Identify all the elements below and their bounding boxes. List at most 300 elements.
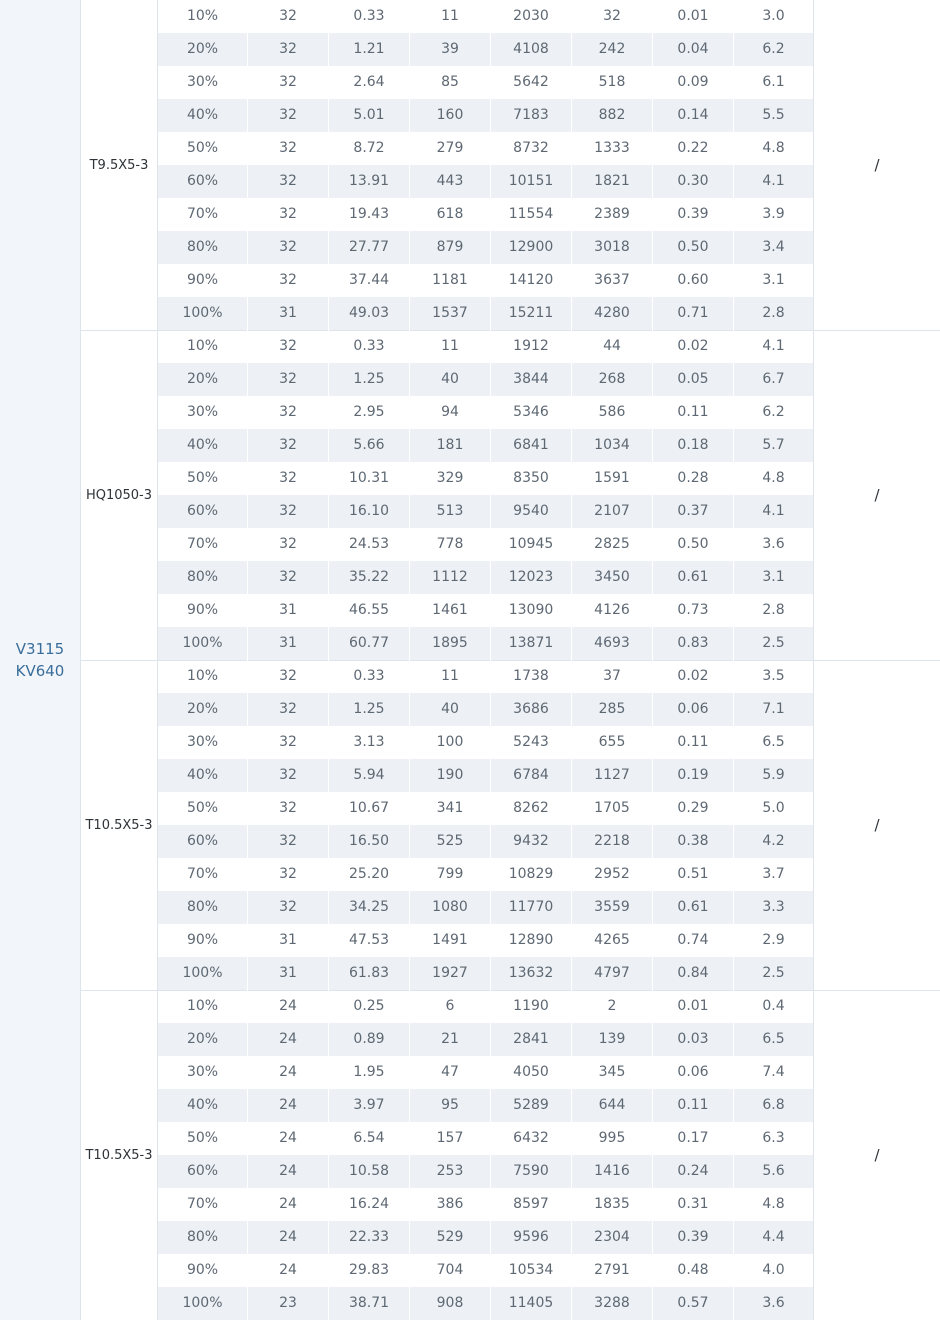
- note-cell: /: [874, 486, 880, 504]
- cell-rpm: 8597: [491, 1188, 572, 1221]
- cell-torque: 0.24: [653, 1155, 734, 1188]
- cell-efficiency: 5.5: [734, 99, 814, 132]
- cell-torque: 0.38: [653, 825, 734, 858]
- cell-rpm: 5243: [491, 726, 572, 759]
- cell-throttle: 100%: [158, 627, 248, 660]
- table-row: [158, 330, 814, 363]
- cell-thrust: 285: [572, 693, 653, 726]
- cell-torque: 0.06: [653, 693, 734, 726]
- motor-cell: [0, 0, 81, 1320]
- cell-power: 525: [410, 825, 491, 858]
- cell-efficiency: 2.5: [734, 627, 814, 660]
- cell-rpm: 13632: [491, 957, 572, 990]
- cell-throttle: 60%: [158, 825, 248, 858]
- prop-model: T9.5X5-3: [81, 0, 158, 330]
- cell-thrust: 655: [572, 726, 653, 759]
- cell-efficiency: 4.4: [734, 1221, 814, 1254]
- cell-throttle: 40%: [158, 1089, 248, 1122]
- cell-power: 799: [410, 858, 491, 891]
- cell-voltage: 32: [248, 264, 329, 297]
- cell-current: 3.13: [329, 726, 410, 759]
- cell-power: 40: [410, 363, 491, 396]
- cell-thrust: 1705: [572, 792, 653, 825]
- prop-model: T10.5X5-3: [81, 660, 158, 990]
- cell-rpm: 6432: [491, 1122, 572, 1155]
- cell-current: 10.31: [329, 462, 410, 495]
- cell-throttle: 100%: [158, 297, 248, 330]
- cell-throttle: 100%: [158, 1287, 248, 1320]
- cell-torque: 0.09: [653, 66, 734, 99]
- cell-voltage: 32: [248, 33, 329, 66]
- prop-group: [81, 330, 940, 660]
- cell-throttle: 90%: [158, 594, 248, 627]
- cell-torque: 0.74: [653, 924, 734, 957]
- cell-current: 0.33: [329, 330, 410, 363]
- cell-voltage: 32: [248, 330, 329, 363]
- cell-thrust: 1333: [572, 132, 653, 165]
- cell-thrust: 1034: [572, 429, 653, 462]
- cell-efficiency: 6.3: [734, 1122, 814, 1155]
- cell-rpm: 5642: [491, 66, 572, 99]
- cell-voltage: 31: [248, 924, 329, 957]
- cell-throttle: 70%: [158, 858, 248, 891]
- table-row: [158, 891, 814, 924]
- cell-power: 11: [410, 330, 491, 363]
- table-row: [158, 396, 814, 429]
- cell-voltage: 32: [248, 561, 329, 594]
- cell-efficiency: 6.7: [734, 363, 814, 396]
- cell-thrust: 3288: [572, 1287, 653, 1320]
- cell-thrust: 2: [572, 990, 653, 1023]
- cell-current: 46.55: [329, 594, 410, 627]
- cell-current: 10.58: [329, 1155, 410, 1188]
- cell-efficiency: 2.9: [734, 924, 814, 957]
- cell-throttle: 10%: [158, 990, 248, 1023]
- cell-efficiency: 3.7: [734, 858, 814, 891]
- cell-thrust: 3559: [572, 891, 653, 924]
- cell-thrust: 2218: [572, 825, 653, 858]
- cell-current: 19.43: [329, 198, 410, 231]
- cell-power: 879: [410, 231, 491, 264]
- table-row: [158, 0, 814, 33]
- cell-torque: 0.51: [653, 858, 734, 891]
- table-row: [158, 1056, 814, 1089]
- table-row: [158, 660, 814, 693]
- cell-current: 24.53: [329, 528, 410, 561]
- cell-thrust: 2304: [572, 1221, 653, 1254]
- cell-power: 11: [410, 660, 491, 693]
- cell-rpm: 6841: [491, 429, 572, 462]
- data-rows: [158, 990, 814, 1320]
- cell-current: 60.77: [329, 627, 410, 660]
- cell-throttle: 20%: [158, 33, 248, 66]
- cell-torque: 0.61: [653, 891, 734, 924]
- cell-torque: 0.39: [653, 198, 734, 231]
- cell-voltage: 32: [248, 726, 329, 759]
- cell-torque: 0.39: [653, 1221, 734, 1254]
- prop-group: [81, 0, 940, 330]
- table-row: [158, 462, 814, 495]
- cell-voltage: 32: [248, 858, 329, 891]
- cell-thrust: 882: [572, 99, 653, 132]
- note-cell: /: [874, 816, 880, 834]
- cell-power: 1895: [410, 627, 491, 660]
- cell-efficiency: 4.8: [734, 132, 814, 165]
- cell-rpm: 2030: [491, 0, 572, 33]
- cell-efficiency: 4.0: [734, 1254, 814, 1287]
- cell-voltage: 24: [248, 990, 329, 1023]
- cell-torque: 0.83: [653, 627, 734, 660]
- cell-efficiency: 3.4: [734, 231, 814, 264]
- cell-efficiency: 4.1: [734, 495, 814, 528]
- table-row: [158, 1089, 814, 1122]
- cell-thrust: 2791: [572, 1254, 653, 1287]
- cell-rpm: 5346: [491, 396, 572, 429]
- cell-efficiency: 7.1: [734, 693, 814, 726]
- prop-model: T10.5X5-3: [81, 990, 158, 1320]
- cell-throttle: 50%: [158, 792, 248, 825]
- cell-voltage: 32: [248, 495, 329, 528]
- cell-torque: 0.50: [653, 231, 734, 264]
- cell-rpm: 10829: [491, 858, 572, 891]
- cell-rpm: 4108: [491, 33, 572, 66]
- cell-voltage: 24: [248, 1254, 329, 1287]
- cell-power: 21: [410, 1023, 491, 1056]
- cell-current: 6.54: [329, 1122, 410, 1155]
- table-row: [158, 165, 814, 198]
- cell-rpm: 8350: [491, 462, 572, 495]
- cell-voltage: 31: [248, 957, 329, 990]
- prop-group: [81, 990, 940, 1320]
- cell-thrust: 4126: [572, 594, 653, 627]
- cell-voltage: 32: [248, 363, 329, 396]
- cell-throttle: 80%: [158, 561, 248, 594]
- cell-torque: 0.30: [653, 165, 734, 198]
- cell-efficiency: 6.5: [734, 726, 814, 759]
- cell-thrust: 2107: [572, 495, 653, 528]
- cell-voltage: 24: [248, 1188, 329, 1221]
- table-row: [158, 231, 814, 264]
- cell-current: 47.53: [329, 924, 410, 957]
- cell-rpm: 11554: [491, 198, 572, 231]
- cell-power: 1537: [410, 297, 491, 330]
- cell-torque: 0.04: [653, 33, 734, 66]
- cell-torque: 0.05: [653, 363, 734, 396]
- cell-efficiency: 4.8: [734, 1188, 814, 1221]
- cell-efficiency: 6.5: [734, 1023, 814, 1056]
- cell-current: 5.01: [329, 99, 410, 132]
- table-row: [158, 792, 814, 825]
- table-row: [158, 297, 814, 330]
- cell-torque: 0.48: [653, 1254, 734, 1287]
- cell-power: 181: [410, 429, 491, 462]
- cell-efficiency: 3.1: [734, 561, 814, 594]
- cell-power: 85: [410, 66, 491, 99]
- cell-throttle: 10%: [158, 330, 248, 363]
- cell-thrust: 4280: [572, 297, 653, 330]
- motor-kv: KV640: [15, 662, 65, 680]
- cell-voltage: 24: [248, 1122, 329, 1155]
- cell-voltage: 24: [248, 1089, 329, 1122]
- cell-rpm: 9596: [491, 1221, 572, 1254]
- table-row: [158, 1122, 814, 1155]
- cell-power: 190: [410, 759, 491, 792]
- cell-thrust: 1591: [572, 462, 653, 495]
- cell-rpm: 9432: [491, 825, 572, 858]
- cell-throttle: 20%: [158, 1023, 248, 1056]
- cell-efficiency: 6.1: [734, 66, 814, 99]
- prop-group: [81, 660, 940, 990]
- cell-current: 0.33: [329, 0, 410, 33]
- cell-throttle: 70%: [158, 198, 248, 231]
- table-row: [158, 66, 814, 99]
- cell-current: 22.33: [329, 1221, 410, 1254]
- cell-thrust: 1416: [572, 1155, 653, 1188]
- cell-rpm: 8262: [491, 792, 572, 825]
- cell-voltage: 32: [248, 198, 329, 231]
- cell-voltage: 32: [248, 429, 329, 462]
- cell-rpm: 1190: [491, 990, 572, 1023]
- cell-throttle: 30%: [158, 726, 248, 759]
- cell-efficiency: 3.6: [734, 1287, 814, 1320]
- cell-power: 329: [410, 462, 491, 495]
- cell-throttle: 10%: [158, 660, 248, 693]
- cell-power: 279: [410, 132, 491, 165]
- motor-name: [0, 638, 80, 682]
- data-rows: [158, 330, 814, 660]
- cell-throttle: 50%: [158, 132, 248, 165]
- cell-torque: 0.28: [653, 462, 734, 495]
- cell-efficiency: 3.1: [734, 264, 814, 297]
- cell-power: 100: [410, 726, 491, 759]
- cell-rpm: 11405: [491, 1287, 572, 1320]
- cell-thrust: 1127: [572, 759, 653, 792]
- table-row: [158, 1188, 814, 1221]
- cell-throttle: 90%: [158, 264, 248, 297]
- cell-thrust: 2389: [572, 198, 653, 231]
- cell-torque: 0.22: [653, 132, 734, 165]
- cell-voltage: 32: [248, 792, 329, 825]
- cell-throttle: 40%: [158, 99, 248, 132]
- cell-current: 2.95: [329, 396, 410, 429]
- cell-power: 1491: [410, 924, 491, 957]
- cell-rpm: 10534: [491, 1254, 572, 1287]
- cell-efficiency: 3.6: [734, 528, 814, 561]
- cell-torque: 0.06: [653, 1056, 734, 1089]
- cell-voltage: 32: [248, 165, 329, 198]
- cell-power: 341: [410, 792, 491, 825]
- cell-torque: 0.37: [653, 495, 734, 528]
- cell-thrust: 37: [572, 660, 653, 693]
- cell-torque: 0.02: [653, 330, 734, 363]
- cell-current: 38.71: [329, 1287, 410, 1320]
- cell-rpm: 6784: [491, 759, 572, 792]
- cell-power: 443: [410, 165, 491, 198]
- table-row: [158, 759, 814, 792]
- table-row: [158, 561, 814, 594]
- cell-thrust: 586: [572, 396, 653, 429]
- cell-rpm: 9540: [491, 495, 572, 528]
- table-row: [158, 594, 814, 627]
- cell-current: 1.25: [329, 693, 410, 726]
- cell-current: 16.50: [329, 825, 410, 858]
- cell-torque: 0.29: [653, 792, 734, 825]
- cell-voltage: 32: [248, 693, 329, 726]
- cell-efficiency: 3.3: [734, 891, 814, 924]
- cell-current: 61.83: [329, 957, 410, 990]
- cell-current: 37.44: [329, 264, 410, 297]
- cell-current: 8.72: [329, 132, 410, 165]
- cell-power: 39: [410, 33, 491, 66]
- cell-thrust: 2952: [572, 858, 653, 891]
- cell-torque: 0.11: [653, 1089, 734, 1122]
- cell-power: 94: [410, 396, 491, 429]
- cell-voltage: 32: [248, 99, 329, 132]
- cell-rpm: 12890: [491, 924, 572, 957]
- cell-throttle: 40%: [158, 429, 248, 462]
- cell-torque: 0.31: [653, 1188, 734, 1221]
- cell-current: 3.97: [329, 1089, 410, 1122]
- cell-current: 0.89: [329, 1023, 410, 1056]
- cell-voltage: 32: [248, 231, 329, 264]
- cell-power: 6: [410, 990, 491, 1023]
- cell-throttle: 90%: [158, 1254, 248, 1287]
- cell-thrust: 644: [572, 1089, 653, 1122]
- cell-efficiency: 5.9: [734, 759, 814, 792]
- cell-power: 1927: [410, 957, 491, 990]
- cell-thrust: 1835: [572, 1188, 653, 1221]
- cell-efficiency: 3.5: [734, 660, 814, 693]
- cell-efficiency: 3.0: [734, 0, 814, 33]
- cell-torque: 0.18: [653, 429, 734, 462]
- cell-voltage: 32: [248, 66, 329, 99]
- cell-throttle: 50%: [158, 1122, 248, 1155]
- cell-voltage: 31: [248, 297, 329, 330]
- cell-voltage: 24: [248, 1023, 329, 1056]
- cell-power: 618: [410, 198, 491, 231]
- cell-torque: 0.73: [653, 594, 734, 627]
- cell-current: 1.25: [329, 363, 410, 396]
- table-row: [158, 990, 814, 1023]
- data-rows: [158, 0, 814, 330]
- cell-voltage: 24: [248, 1221, 329, 1254]
- cell-thrust: 518: [572, 66, 653, 99]
- cell-torque: 0.57: [653, 1287, 734, 1320]
- cell-torque: 0.14: [653, 99, 734, 132]
- cell-current: 0.33: [329, 660, 410, 693]
- cell-power: 1181: [410, 264, 491, 297]
- cell-throttle: 50%: [158, 462, 248, 495]
- cell-voltage: 32: [248, 891, 329, 924]
- cell-throttle: 30%: [158, 1056, 248, 1089]
- cell-current: 1.95: [329, 1056, 410, 1089]
- cell-power: 908: [410, 1287, 491, 1320]
- cell-voltage: 31: [248, 627, 329, 660]
- cell-power: 778: [410, 528, 491, 561]
- cell-power: 704: [410, 1254, 491, 1287]
- cell-thrust: 32: [572, 0, 653, 33]
- table-row: [158, 627, 814, 660]
- table-row: [158, 495, 814, 528]
- cell-throttle: 90%: [158, 924, 248, 957]
- cell-rpm: 11770: [491, 891, 572, 924]
- cell-throttle: 30%: [158, 66, 248, 99]
- cell-voltage: 32: [248, 396, 329, 429]
- table-row: [158, 99, 814, 132]
- cell-rpm: 15211: [491, 297, 572, 330]
- cell-voltage: 32: [248, 0, 329, 33]
- cell-current: 0.25: [329, 990, 410, 1023]
- cell-throttle: 60%: [158, 495, 248, 528]
- cell-current: 5.66: [329, 429, 410, 462]
- cell-voltage: 23: [248, 1287, 329, 1320]
- cell-power: 253: [410, 1155, 491, 1188]
- cell-throttle: 70%: [158, 1188, 248, 1221]
- cell-torque: 0.02: [653, 660, 734, 693]
- cell-torque: 0.19: [653, 759, 734, 792]
- table-row: [158, 363, 814, 396]
- table-row: [158, 957, 814, 990]
- cell-rpm: 14120: [491, 264, 572, 297]
- cell-current: 34.25: [329, 891, 410, 924]
- cell-throttle: 30%: [158, 396, 248, 429]
- cell-efficiency: 2.5: [734, 957, 814, 990]
- cell-current: 5.94: [329, 759, 410, 792]
- table-row: [158, 132, 814, 165]
- cell-thrust: 4265: [572, 924, 653, 957]
- cell-rpm: 13871: [491, 627, 572, 660]
- cell-current: 10.67: [329, 792, 410, 825]
- cell-rpm: 13090: [491, 594, 572, 627]
- cell-torque: 0.60: [653, 264, 734, 297]
- cell-current: 16.10: [329, 495, 410, 528]
- cell-rpm: 4050: [491, 1056, 572, 1089]
- cell-throttle: 20%: [158, 363, 248, 396]
- table-row: [158, 429, 814, 462]
- table-row: [158, 1221, 814, 1254]
- cell-throttle: 60%: [158, 1155, 248, 1188]
- cell-power: 157: [410, 1122, 491, 1155]
- cell-efficiency: 4.8: [734, 462, 814, 495]
- table-row: [158, 198, 814, 231]
- cell-power: 40: [410, 693, 491, 726]
- cell-thrust: 995: [572, 1122, 653, 1155]
- table-row: [158, 264, 814, 297]
- cell-throttle: 10%: [158, 0, 248, 33]
- cell-efficiency: 2.8: [734, 594, 814, 627]
- cell-torque: 0.71: [653, 297, 734, 330]
- cell-power: 1080: [410, 891, 491, 924]
- cell-throttle: 100%: [158, 957, 248, 990]
- cell-current: 16.24: [329, 1188, 410, 1221]
- cell-power: 1461: [410, 594, 491, 627]
- cell-voltage: 32: [248, 660, 329, 693]
- cell-efficiency: 5.0: [734, 792, 814, 825]
- cell-voltage: 32: [248, 462, 329, 495]
- cell-efficiency: 2.8: [734, 297, 814, 330]
- cell-throttle: 80%: [158, 231, 248, 264]
- motor-model: V3115: [15, 640, 65, 658]
- note-cell: /: [874, 1146, 880, 1164]
- cell-voltage: 31: [248, 594, 329, 627]
- cell-rpm: 10945: [491, 528, 572, 561]
- table-row: [158, 1155, 814, 1188]
- cell-throttle: 80%: [158, 1221, 248, 1254]
- cell-power: 47: [410, 1056, 491, 1089]
- cell-voltage: 32: [248, 825, 329, 858]
- cell-power: 1112: [410, 561, 491, 594]
- cell-voltage: 32: [248, 528, 329, 561]
